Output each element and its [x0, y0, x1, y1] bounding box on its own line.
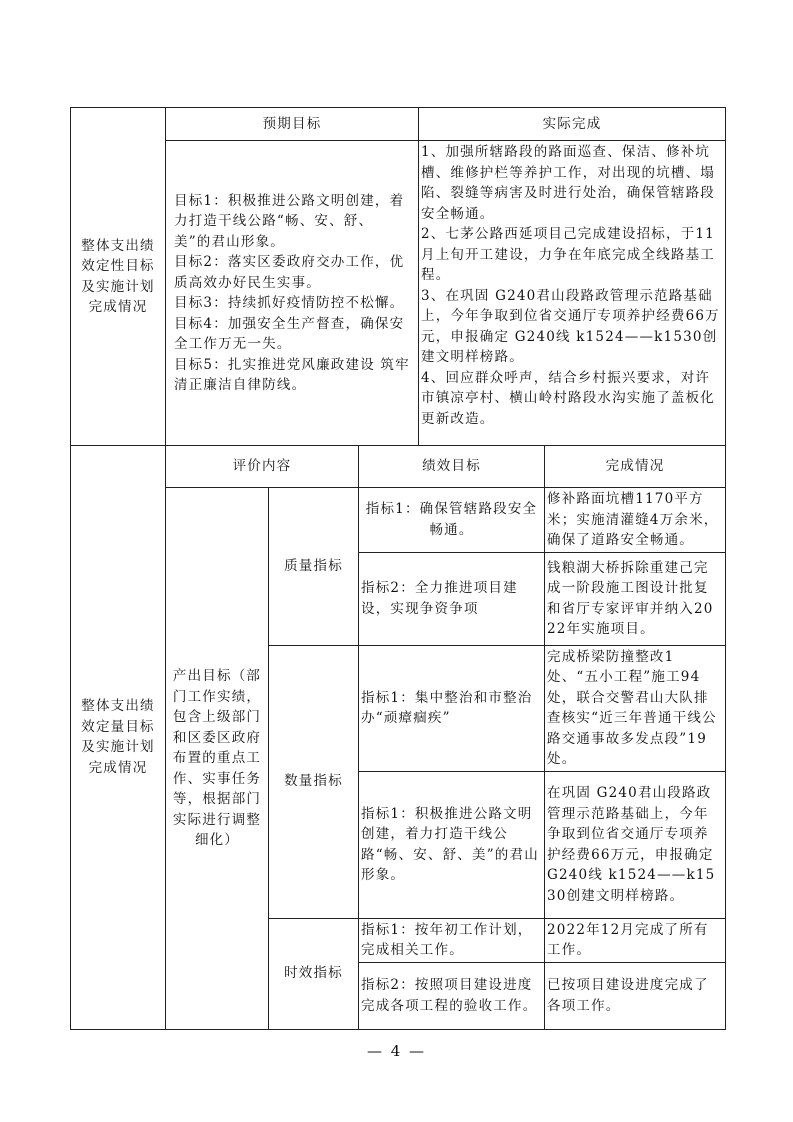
- output-goal: 产出目标（部门工作实绩，包含上级部门和区委区政府布置的重点工作、实事任务等，根据部门实际进行调整细化）: [166, 488, 269, 1030]
- header-actual: 实际完成: [419, 108, 726, 141]
- header-expected: 预期目标: [166, 108, 419, 141]
- header-content: 评价内容: [166, 446, 359, 488]
- expected-goals: 目标1：积极推进公路文明创建，着力打造干线公路“畅、安、舒、美”的君山形象。 目标2：落实区委政府交办工作，优质高效办好民生实事。 目标3：持续抓好疫情防控不松懈。 目标4：加强安全生产督查，确保安全工作万无一失。 目标5：扎实推进党风廉政建设 筑牢清正廉洁自律防线。: [166, 141, 419, 446]
- table-row-target: 指标1：集中整治和市整治办“顽瘴痼疾”: [359, 645, 545, 771]
- table-row-status: 完成桥梁防撞整改1处、“五小工程”施工94处，联合交警君山大队排查核实“近三年普通干线公路交通事故多发点段”19处。: [545, 645, 726, 771]
- timeliness-label: 时效指标: [269, 918, 359, 1029]
- table-row-target: 指标1：确保管辖路段安全畅通。: [359, 488, 545, 553]
- page-number: — 4 —: [366, 1042, 427, 1060]
- table-row-status: 已按项目建设进度完成了各项工作。: [545, 962, 726, 1029]
- quantitative-goals-table: [70, 445, 726, 1030]
- table-row-status: 2022年12月完成了所有工作。: [545, 918, 726, 962]
- table-row-target: 指标2：全力推进项目建设，实现争资争项: [359, 552, 545, 645]
- table-row-target: 指标1：积极推进公路文明创建，着力打造干线公路“畅、安、舒、美”的君山形象。: [359, 771, 545, 918]
- table-row-target: 指标2：按照项目建设进度完成各项工程的验收工作。: [359, 962, 545, 1029]
- header-target: 绩效目标: [359, 446, 545, 488]
- table-row-status: 钱粮湖大桥拆除重建己完成一阶段施工图设计批复和省厅专家评审并纳入2022年实施项目。: [545, 552, 726, 645]
- table-row-status: 在巩固 G240君山段路政管理示范路基础上，今年争取到位省交通厅专项养护经费66万元，申报确定G240线 k1524——k1530创建文明样榜路。: [545, 771, 726, 918]
- quantity-label: 数量指标: [269, 645, 359, 918]
- header-status: 完成情况: [545, 446, 726, 488]
- table-row-target: 指标1：按年初工作计划，完成相关工作。: [359, 918, 545, 962]
- table-row-status: 修补路面坑槽1170平方米；实施清灌缝4万余米，确保了道路安全畅通。: [545, 488, 726, 553]
- actual-results: 1、加强所辖路段的路面巡查、保洁、修补坑槽、维修护栏等养护工作，对出现的坑槽、塌陷、裂缝等病害及时进行处治，确保管辖路段安全畅通。 2、七茅公路西延项目己完成建设招标，于11月上旬开工建设，力争在年底完成全线路基工程。 3、在巩固 G240君山段路政管理示范路基础上，今年争取到位省交通厅专项养护经费66万元，申报确定 G240线 k1524——k1530创建文明样榜路。 4、回应群众呼声，结合乡村振兴要求，对许市镇凉亭村、横山岭村路段水沟实施了盖板化更新改造。: [419, 141, 726, 446]
- qualitative-goals-table: [70, 107, 726, 446]
- quality-label: 质量指标: [269, 488, 359, 646]
- section2-side-label: 整体支出绩效定量目标及实施计划完成情况: [71, 446, 166, 1030]
- section1-side-label: 整体支出绩效定性目标及实施计划完成情况: [71, 108, 166, 446]
